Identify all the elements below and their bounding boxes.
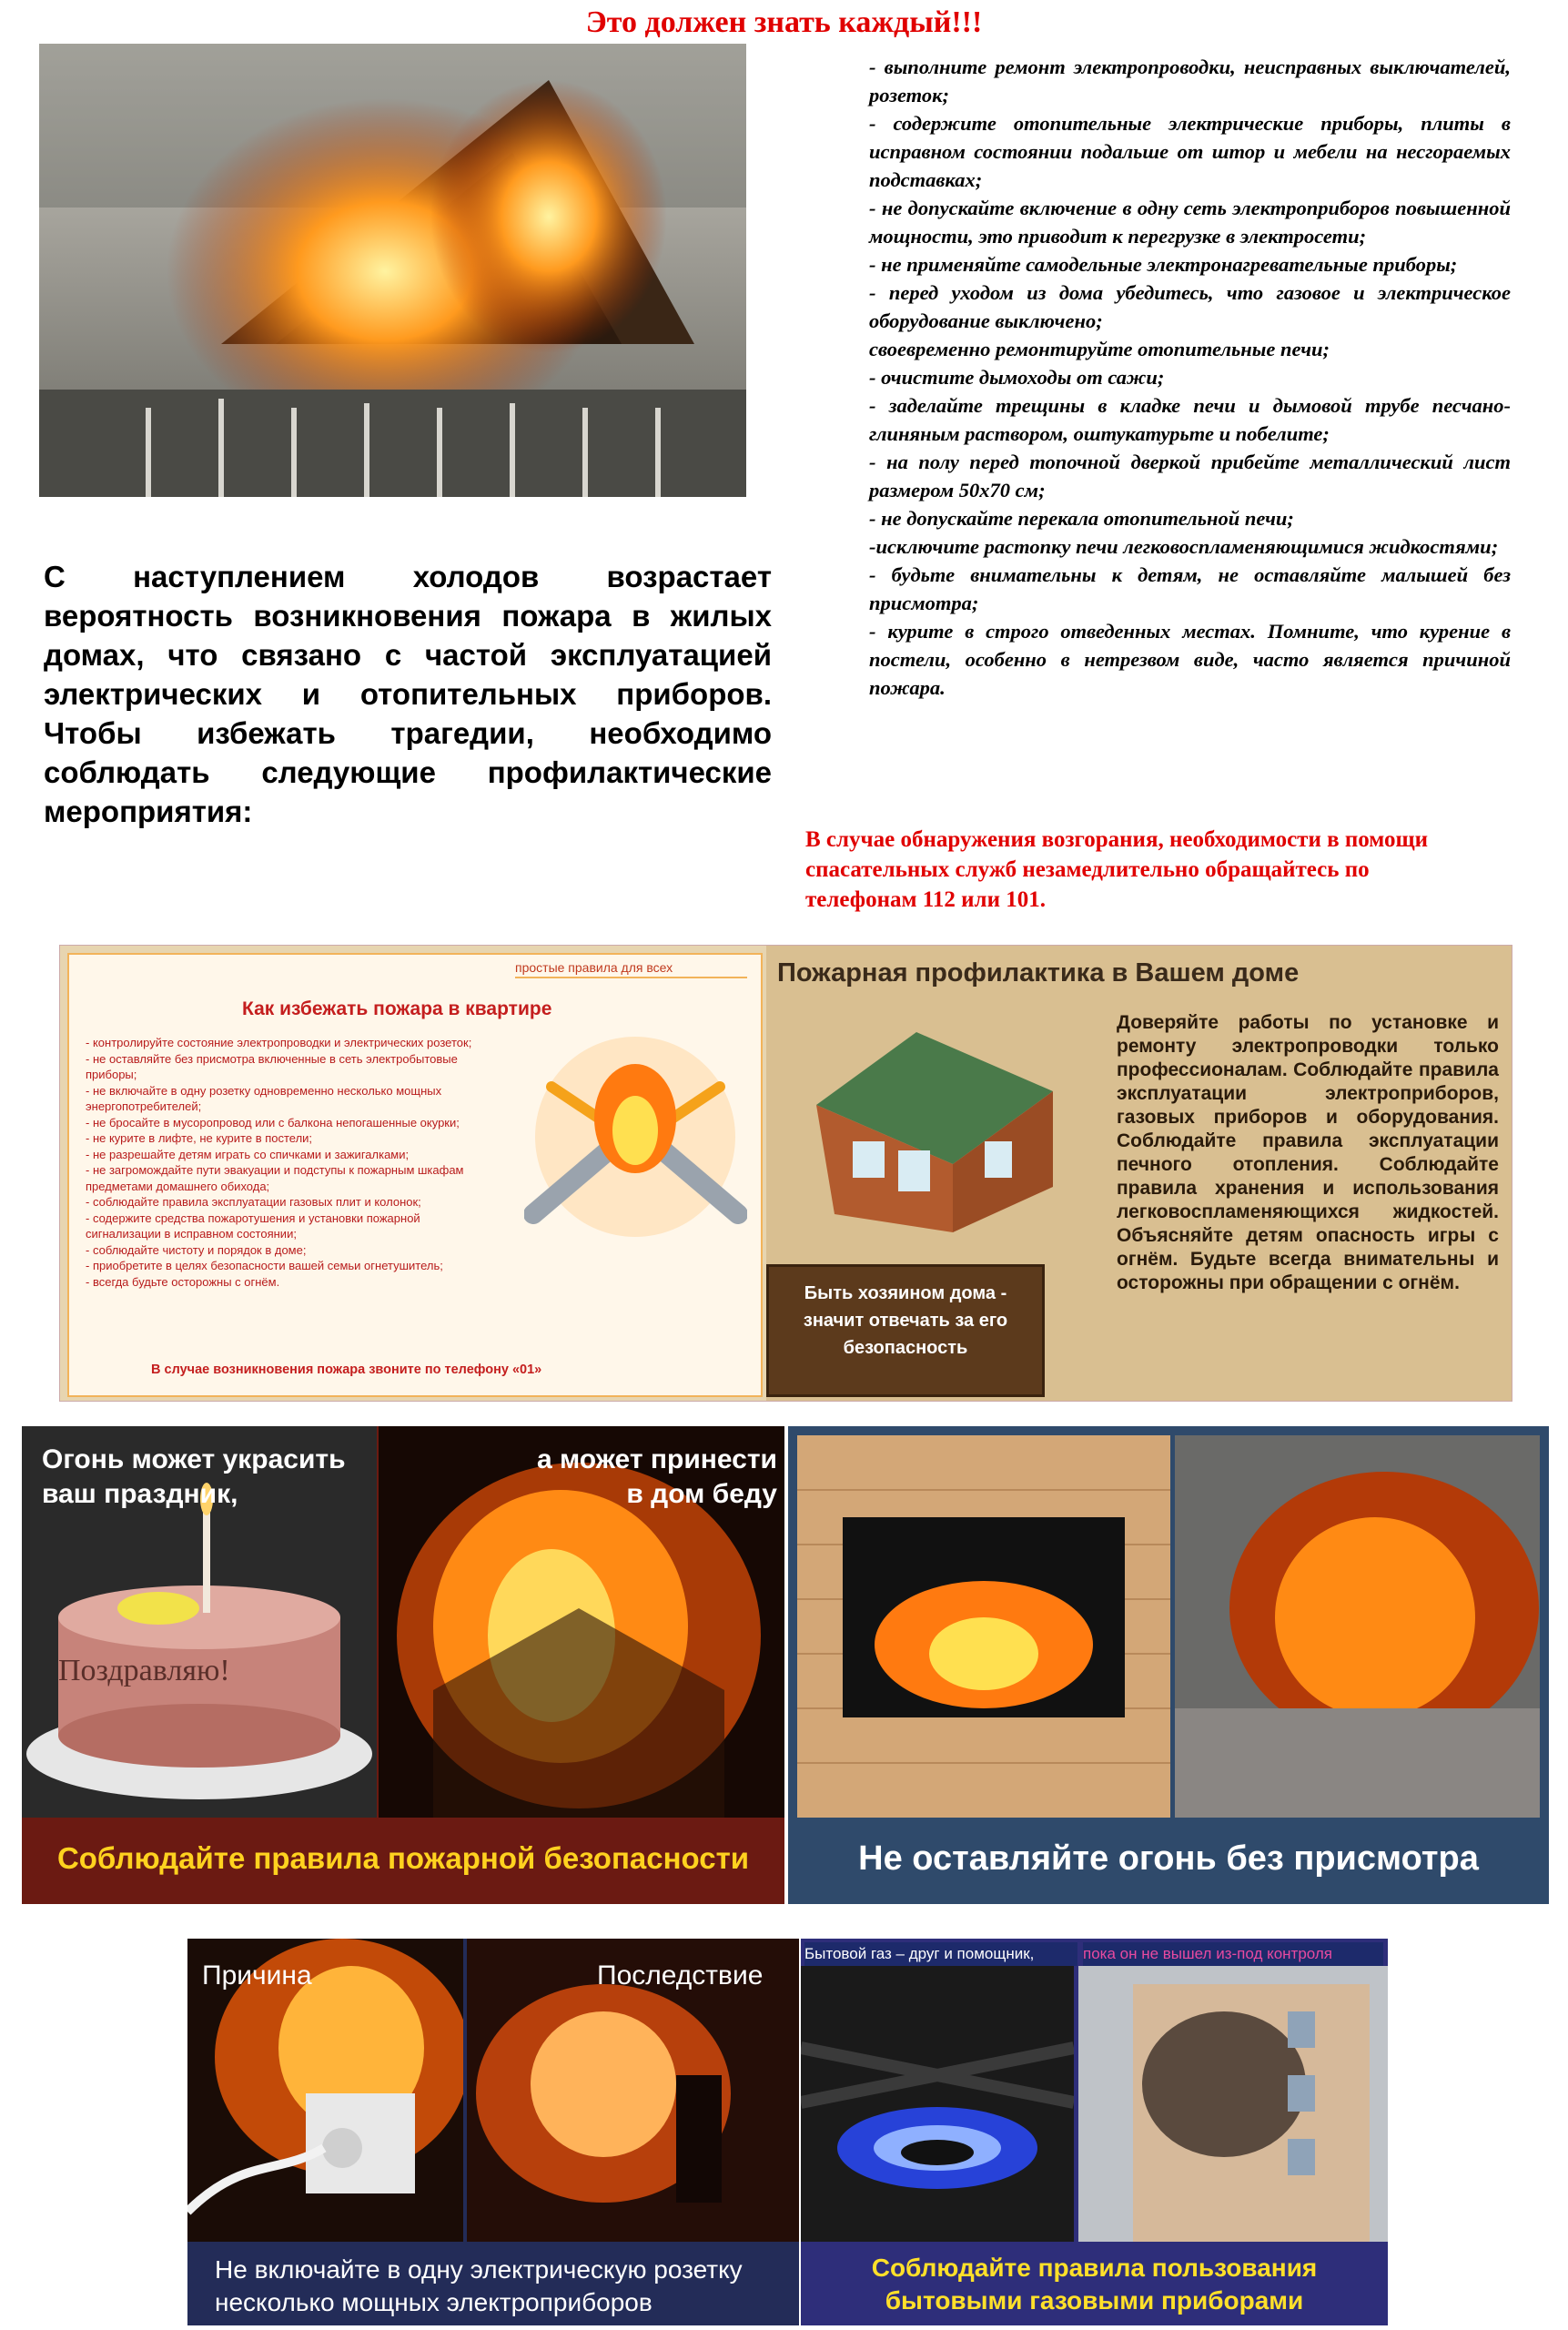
rule-item: - не допускайте включение в одну сеть электроприборов повышенной мощности, это приводит к перегрузке в электросети; xyxy=(869,197,1511,248)
rule-item: - не применяйте самодельные электронагревательные приборы; xyxy=(869,253,1458,276)
home-prevention-panel xyxy=(766,946,1512,1401)
list-item: - содержите средства пожаротушения и установки пожарной сигнализации в исправном состоянии; xyxy=(86,1211,495,1242)
gas-safety-poster xyxy=(801,1939,1388,2325)
gas-caption-left: Бытовой газ – друг и помощник, xyxy=(804,1942,1077,1966)
outlet-overload-poster xyxy=(187,1939,799,2325)
burning-building-photo xyxy=(1175,1435,1540,1818)
poster-heading: Как избежать пожара в квартире xyxy=(242,998,552,1019)
list-item: - не загромождайте пути эвакуации и подступы к пожарным шкафам предметами домашнего обихода; xyxy=(86,1162,495,1194)
rule-item: - очистите дымоходы от сажи; xyxy=(869,366,1165,389)
wires-fire-illustration xyxy=(524,1032,747,1241)
list-item: - не включайте в одну розетку одновременно несколько мощных энергопотребителей; xyxy=(86,1083,495,1115)
list-item: - не оставляйте без присмотра включенные в сеть электробытовые приборы; xyxy=(86,1051,495,1083)
list-item: - не бросайте в мусоропровод или с балкона непогашенные окурки; xyxy=(86,1115,495,1131)
apartment-rules-list xyxy=(86,1035,495,1290)
cake-text: Поздравляю! xyxy=(58,1654,230,1687)
list-item: - контролируйте состояние электропроводки и электрических розеток; xyxy=(86,1035,495,1051)
poster-heading: Пожарная профилактика в Вашем доме xyxy=(777,958,1300,988)
rule-item: - перед уходом из дома убедитесь, что газовое и электрическое оборудование выключено; xyxy=(869,281,1511,332)
rule-item: - курите в строго отведенных местах. Помните, что курение в постели, особенно в нетрезвом виде, часто является причиной пожара. xyxy=(869,620,1511,699)
list-item: - не курите в лифте, не курите в постели; xyxy=(86,1130,495,1147)
emergency-note: В случае обнаружения возгорания, необходимости в помощи спасательных служб незамедлительно обращайтесь по телефонам 112 или 101. xyxy=(805,827,1429,912)
poster-tag: простые правила для всех xyxy=(515,960,673,975)
stove-photo xyxy=(797,1435,1170,1818)
apartment-rules-panel xyxy=(67,953,763,1397)
cause-label: Причина xyxy=(202,1960,312,1991)
burning-house-photo xyxy=(39,44,746,497)
gas-burner-photo xyxy=(801,1966,1074,2242)
rule-item: - не допускайте перекала отопительной печи; xyxy=(869,507,1294,530)
poster-footer: Соблюдайте правила пользования бытовыми газовыми приборами xyxy=(871,2254,1318,2315)
board-text: Быть хозяином дома - значит отвечать за его безопасность xyxy=(803,1283,1008,1358)
unattended-fire-poster xyxy=(788,1426,1549,1904)
rule-item: - выполните ремонт электропроводки, неисправных выключателей, розеток; xyxy=(869,56,1511,106)
home-prevention-text: Доверяйте работы по установке и ремонту электропроводки только профессионалам. Соблюдайте правила эксплуатации электроприборов, газовых приборов и оборудования. Соблюдайте правила эксплуатации печного отопления. Соблюдайте правила хранения и использования легковоспламеняющихся жидкостей. Объясняйте детям опасность игры с огнём. Будьте всегда внимательны и осторожны при обращении с огнём. xyxy=(1117,1012,1499,1293)
safety-board xyxy=(766,1264,1045,1397)
fire-prevention-poster xyxy=(59,945,1512,1402)
fire-rules-list xyxy=(869,53,1511,702)
rule-item: - содержите отопительные электрические приборы, плиты в исправном состоянии подальше от штор и мебели на несгораемых подставках; xyxy=(869,112,1511,191)
intro-paragraph: С наступлением холодов возрастает вероятность возникновения пожара в жилых домах, что связано с частой эксплуатацией электрических и отопительных приборов. Чтобы избежать трагедии, необходимо соблюдать следующие профилактические мероприятия: xyxy=(44,560,772,828)
list-item: - не разрешайте детям играть со спичками и зажигалками; xyxy=(86,1147,495,1163)
poster-footer: Соблюдайте правила пожарной безопасности xyxy=(56,1841,750,1875)
rule-item: -исключите растопку печи легковоспламеняющимися жидкостями; xyxy=(869,535,1499,558)
disaster-caption: а может принести в дом беду xyxy=(536,1444,777,1509)
list-item: - соблюдайте правила эксплуатации газовых плит и колонок; xyxy=(86,1194,495,1211)
rule-item: - заделайте трещины в кладке печи и дымовой трубе песчано-глиняным раствором, оштукатурьте и побелите; xyxy=(869,394,1511,445)
page-title: Это должен знать каждый!!! xyxy=(585,5,983,39)
list-item: - соблюдайте чистоту и порядок в доме; xyxy=(86,1242,495,1259)
house-illustration xyxy=(780,1005,1089,1232)
poster-footer: Не включайте в одну электрическую розетку несколько мощных электроприборов xyxy=(215,2255,743,2316)
gas-caption-right: пока он не вышел из-под контроля xyxy=(1083,1942,1383,1966)
festive-caption: Огонь может украсить ваш праздник, xyxy=(42,1444,346,1509)
list-item: - приобретите в целях безопасности вашей семьи огнетушитель; xyxy=(86,1258,495,1274)
poster-footer: Не оставляйте огонь без присмотра xyxy=(858,1839,1479,1878)
gas-explosion-photo xyxy=(1078,1966,1388,2242)
rule-item: - будьте внимательны к детям, не оставляйте малышей без присмотра; xyxy=(869,563,1511,614)
holiday-fire-poster xyxy=(22,1426,784,1904)
poster-footer: В случае возникновения пожара звоните по телефону «01» xyxy=(151,1363,542,1377)
rule-item: своевременно ремонтируйте отопительные печи; xyxy=(869,338,1330,360)
list-item: - всегда будьте осторожны с огнём. xyxy=(86,1274,495,1291)
consequence-label: Последствие xyxy=(597,1960,764,1991)
rule-item: - на полу перед топочной дверкой прибейте металлический лист размером 50х70 см; xyxy=(869,451,1511,501)
